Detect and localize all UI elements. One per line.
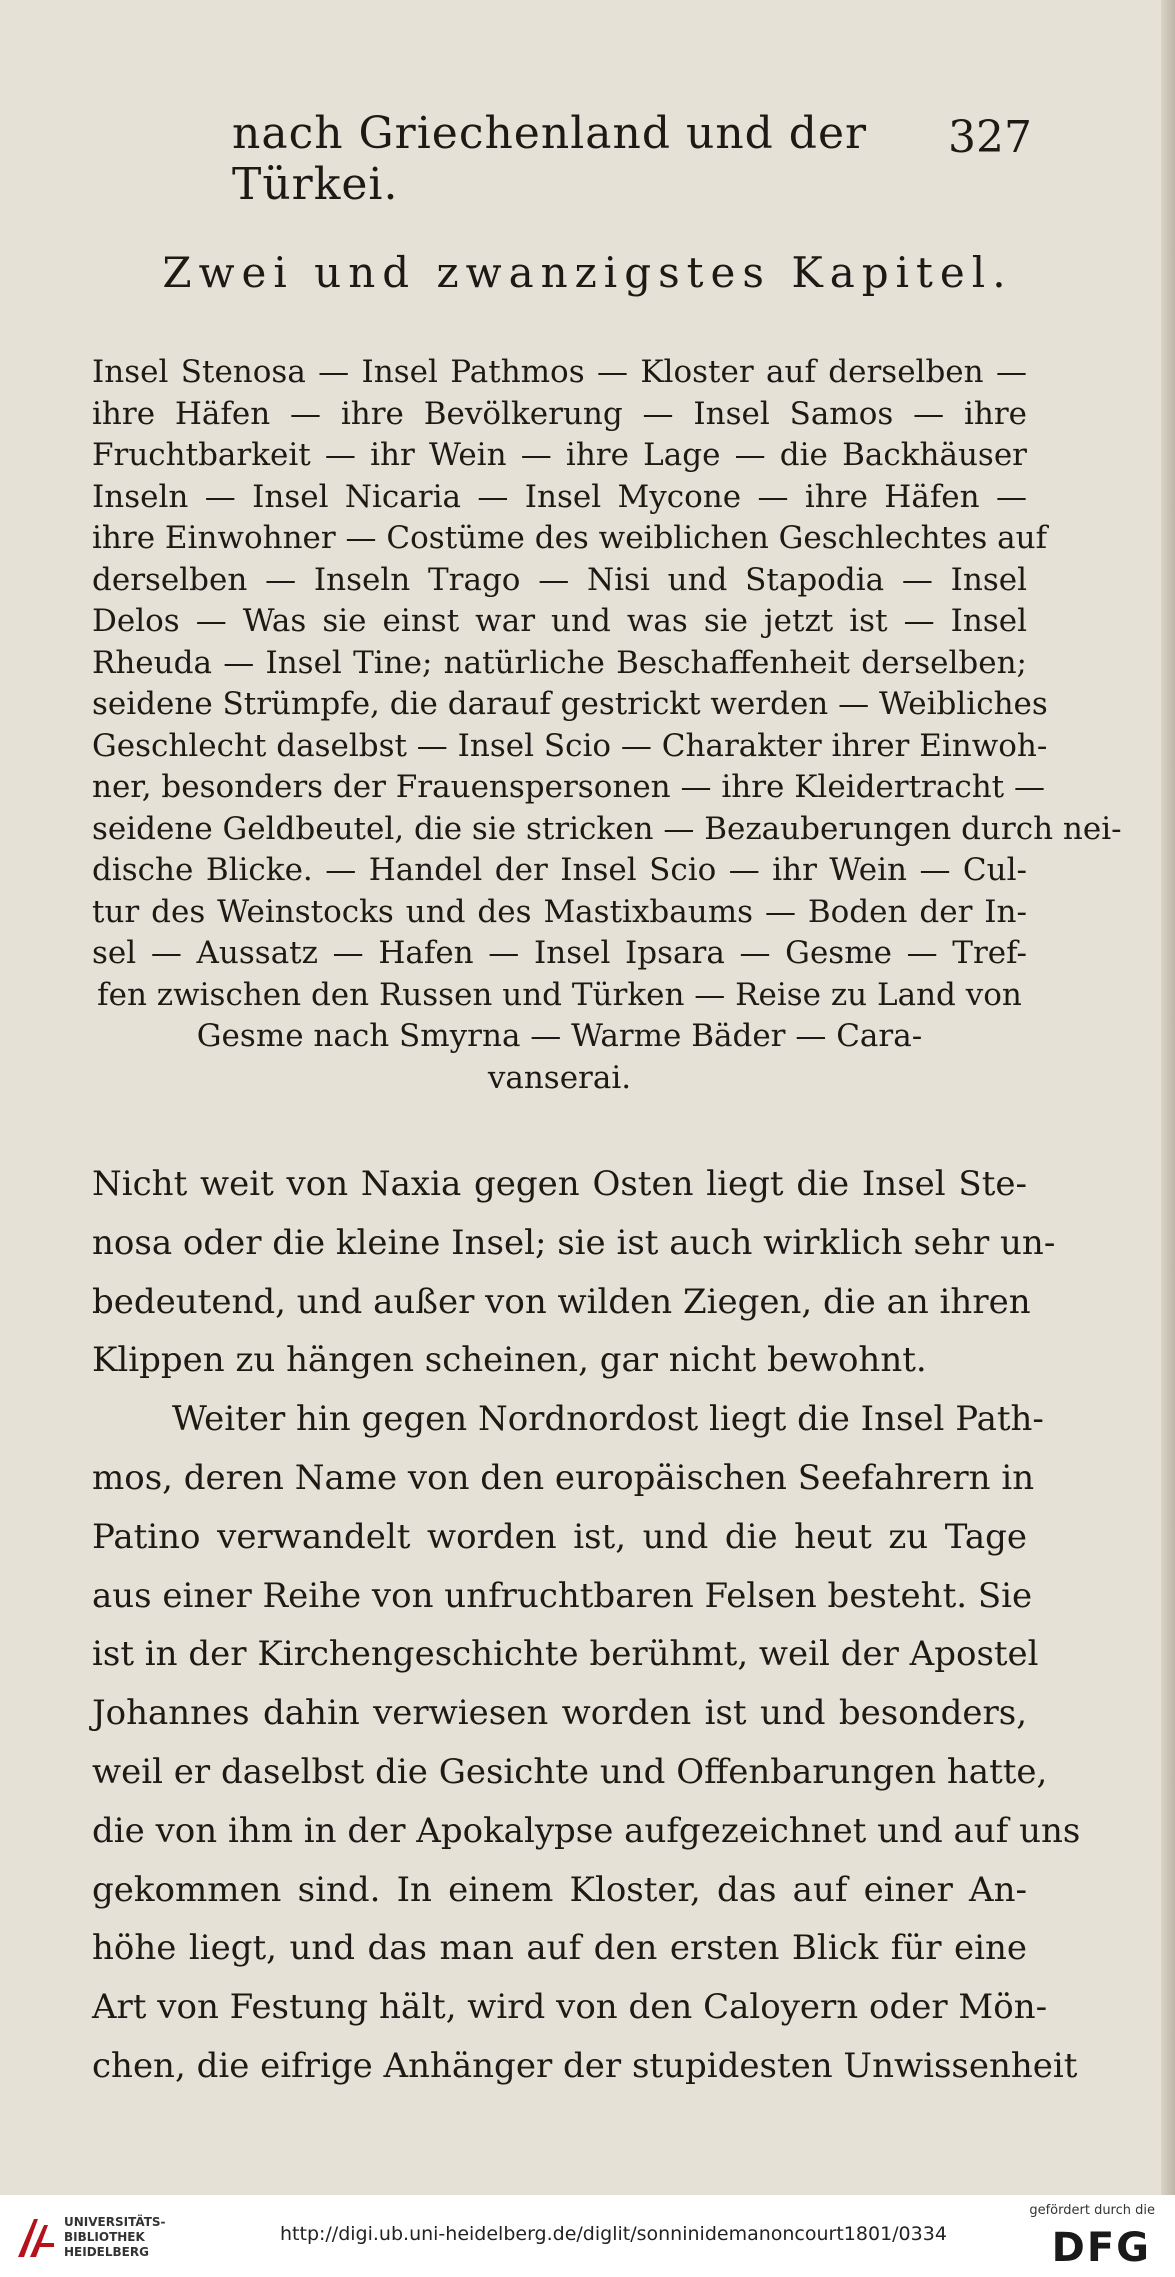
sponsor-note: gefördert durch die	[1029, 2203, 1155, 2218]
body-line: Nicht weit von Naxia gegen Osten liegt die Insel Ste-	[92, 1164, 1027, 1204]
body-line: ist in der Kirchengeschichte berühmt, weil der Apostel	[92, 1634, 1039, 1675]
page-edge-shadow	[1161, 0, 1175, 2195]
summary-line: derselben — Inseln Trago — Nisi und Stapodia — Insel	[92, 561, 1027, 598]
summary-line: Rheuda — Insel Tine; natürliche Beschaffenheit derselben;	[92, 644, 1027, 681]
body-line: chen, die eifrige Anhänger der stupidesten Unwissenheit	[92, 2045, 1078, 2086]
sponsor-logo[interactable]: DFG	[1051, 2225, 1151, 2271]
body-line: höhe liegt, und das man auf den ersten Blick für eine	[92, 1928, 1027, 1969]
summary-line: Geschlecht daselbst — Insel Scio — Charakter ihrer Einwoh-	[92, 727, 1048, 764]
body-line: Weiter hin gegen Nordnordost liegt die Insel Path-	[172, 1399, 1044, 1440]
library-name-line: HEIDELBERG	[64, 2245, 149, 2259]
summary-line: ner, besonders der Frauenspersonen — ihre Kleidertracht —	[92, 769, 1045, 805]
body-line: Johannes dahin verwiesen worden ist und besonders,	[92, 1693, 1027, 1734]
summary-line: fen zwischen den Russen und Türken — Reise zu Land von	[97, 976, 1022, 1013]
body-line: die von ihm in der Apokalypse aufgezeichnet und auf uns	[92, 1810, 1081, 1851]
summary-line: ihre Einwohner — Costüme des weiblichen Geschlechtes auf	[92, 520, 1048, 556]
summary-line: dische Blicke. — Handel der Insel Scio — ihr Wein — Cul-	[92, 852, 1027, 888]
summary-line: sel — Aussatz — Hafen — Insel Ipsara — Gesme — Tref-	[92, 935, 1027, 971]
summary-line: Delos — Was sie einst war und was sie jetzt ist — Insel	[92, 603, 1027, 639]
body-text	[92, 1155, 1081, 2096]
body-line: Patino verwandelt worden ist, und die heut zu Tage	[92, 1516, 1027, 1557]
body-line: gekommen sind. In einem Kloster, das auf einer An-	[92, 1869, 1027, 1910]
body-line: Art von Festung hält, wird von den Caloyern oder Mön-	[92, 1987, 1048, 2028]
permalink-url[interactable]: http://digi.ub.uni-heidelberg.de/diglit/sonninidemanoncourt1801/0334	[280, 2223, 947, 2245]
library-name-line: BIBLIOTHEK	[64, 2230, 145, 2244]
running-title: nach Griechenland und der Türkei.	[232, 108, 868, 210]
body-line: weil er daselbst die Gesichte und Offenbarungen hatte,	[92, 1751, 1048, 1792]
summary-line: vanserai.	[487, 1059, 632, 1096]
body-line: Klippen zu hängen scheinen, gar nicht bewohnt.	[92, 1340, 927, 1381]
chapter-heading: Zwei und zwanzigstes Kapitel.	[162, 248, 1013, 297]
summary-line: seidene Strümpfe, die darauf gestrickt werden — Weibliches	[92, 686, 1048, 722]
body-line: nosa oder die kleine Insel; sie ist auch wirklich sehr un-	[92, 1222, 1056, 1263]
library-logo[interactable]	[14, 2209, 164, 2265]
summary-line: Inseln — Insel Nicaria — Insel Mycone — ihre Häfen —	[92, 478, 1027, 515]
body-line: mos, deren Name von den europäischen Seefahrern in	[92, 1457, 1035, 1498]
summary-line: tur des Weinstocks und des Mastixbaums — Boden der In-	[92, 893, 1027, 930]
summary-line: Fruchtbarkeit — ihr Wein — ihre Lage — die Backhäuser	[92, 437, 1027, 473]
body-line: bedeutend, und außer von wilden Ziegen, die an ihren	[92, 1281, 1031, 1322]
summary-line: Gesme nach Smyrna — Warme Bäder — Cara-	[196, 1018, 923, 1054]
library-name	[64, 2215, 174, 2260]
running-head	[232, 108, 1032, 210]
library-logo-icon	[14, 2213, 56, 2261]
chapter-summary	[92, 352, 1122, 1099]
body-line: aus einer Reihe von unfruchtbaren Felsen besteht. Sie	[92, 1575, 1033, 1616]
viewer-footer	[0, 2195, 1175, 2277]
summary-line: seidene Geldbeutel, die sie stricken — Bezauberungen durch nei-	[92, 810, 1122, 847]
summary-line: ihre Häfen — ihre Bevölkerung — Insel Samos — ihre	[92, 395, 1027, 432]
page-number: 327	[948, 112, 1032, 163]
library-name-line: UNIVERSITÄTS-	[64, 2215, 166, 2229]
summary-line: Insel Stenosa — Insel Pathmos — Kloster auf derselben —	[92, 354, 1027, 390]
